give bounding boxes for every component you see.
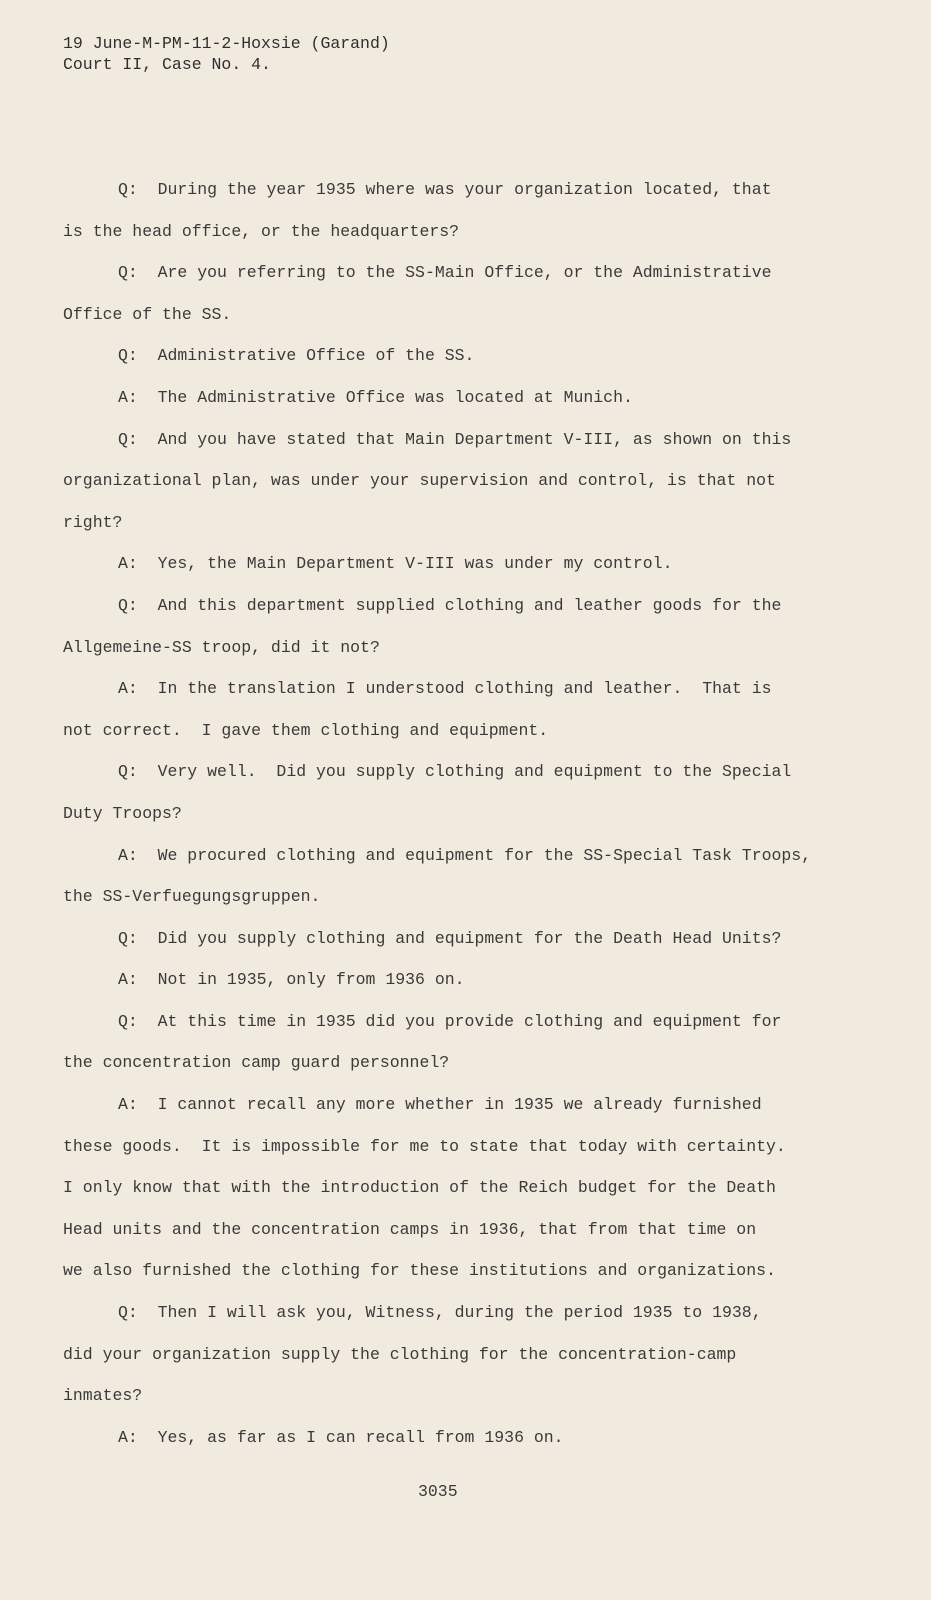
transcript-paragraph	[63, 1422, 883, 1464]
text-line: Q: At this time in 1935 did you provide clothing and equipment for	[118, 1011, 782, 1031]
text-line: A: In the translation I understood clothing and leather. That is	[118, 679, 772, 699]
text-line: organizational plan, was under your supervision and control, is that not	[63, 471, 776, 491]
transcript-paragraph	[63, 673, 883, 756]
text-line: Q: Are you referring to the SS-Main Office, or the Administrative	[118, 263, 772, 283]
transcript-paragraph	[63, 1089, 883, 1297]
text-line: is the head office, or the headquarters?	[63, 221, 460, 241]
text-line: we also furnished the clothing for these institutions and organizations.	[63, 1261, 776, 1281]
text-line: A: We procured clothing and equipment for the SS-Special Task Troops,	[118, 845, 812, 865]
transcript-paragraph	[63, 964, 883, 1006]
text-line: right?	[63, 512, 123, 532]
text-line: Q: And you have stated that Main Department V-III, as shown on this	[118, 429, 792, 449]
transcript-paragraph	[63, 340, 883, 382]
transcript-paragraph	[63, 590, 883, 673]
text-line: not correct. I gave them clothing and equipment.	[63, 720, 549, 740]
transcript-body	[63, 174, 883, 1463]
text-line: the SS-Verfuegungsgruppen.	[63, 887, 321, 907]
text-line: Office of the SS.	[63, 304, 232, 324]
text-line: A: Yes, the Main Department V-III was under my control.	[118, 554, 673, 574]
text-line: inmates?	[63, 1386, 143, 1406]
text-line: A: I cannot recall any more whether in 1935 we already furnished	[118, 1095, 762, 1115]
text-line: did your organization supply the clothing for the concentration-camp	[63, 1344, 737, 1364]
text-line: Q: Then I will ask you, Witness, during the period 1935 to 1938,	[118, 1303, 762, 1323]
transcript-paragraph	[63, 548, 883, 590]
page-number: 3035	[418, 1482, 458, 1501]
text-line: the concentration camp guard personnel?	[63, 1053, 450, 1073]
transcript-paragraph	[63, 756, 883, 839]
text-line: I only know that with the introduction of the Reich budget for the Death	[63, 1178, 776, 1198]
text-line: A: The Administrative Office was located at Munich.	[118, 387, 633, 407]
transcript-paragraph	[63, 174, 883, 257]
transcript-paragraph	[63, 382, 883, 424]
transcript-paragraph	[63, 923, 883, 965]
text-line: Q: During the year 1935 where was your organization located, that	[118, 180, 772, 199]
text-line: Allgemeine-SS troop, did it not?	[63, 637, 380, 657]
transcript-paragraph	[63, 840, 883, 923]
transcript-paragraph	[63, 257, 883, 340]
header-line-1: 19 June-M-PM-11-2-Hoxsie (Garand)	[63, 34, 390, 53]
transcript-paragraph	[63, 424, 883, 549]
text-line: A: Not in 1935, only from 1936 on.	[118, 970, 465, 990]
transcript-paragraph	[63, 1006, 883, 1089]
text-line: Q: Very well. Did you supply clothing and equipment to the Special	[118, 762, 792, 782]
text-line: Q: And this department supplied clothing and leather goods for the	[118, 595, 782, 615]
text-line: these goods. It is impossible for me to state that today with certainty.	[63, 1136, 786, 1156]
text-line: Q: Administrative Office of the SS.	[118, 346, 475, 366]
text-line: Q: Did you supply clothing and equipment for the Death Head Units?	[118, 928, 782, 948]
transcript-paragraph	[63, 1297, 883, 1422]
document-header	[63, 33, 390, 75]
text-line: Head units and the concentration camps in 1936, that from that time on	[63, 1219, 757, 1239]
header-line-2: Court II, Case No. 4.	[63, 55, 271, 74]
text-line: Duty Troops?	[63, 803, 182, 823]
text-line: A: Yes, as far as I can recall from 1936 on.	[118, 1427, 564, 1447]
